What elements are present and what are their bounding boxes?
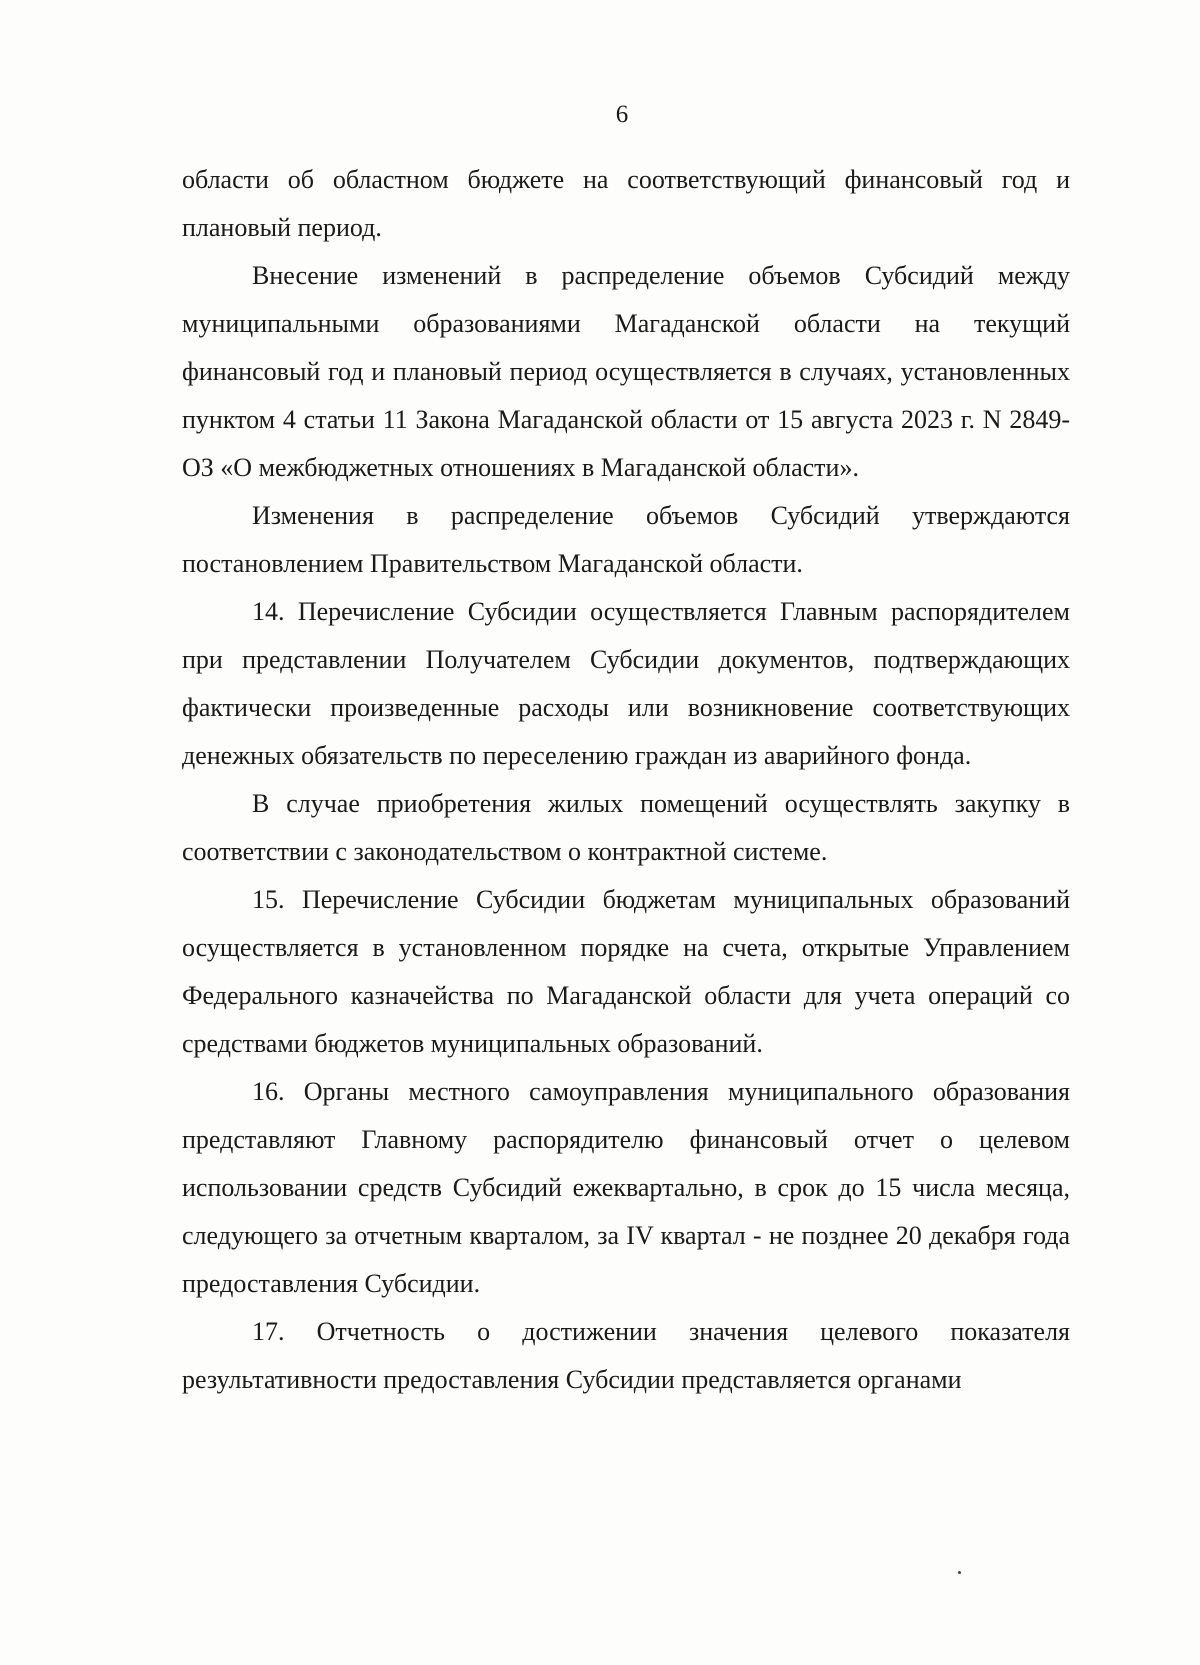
paragraph-budget-year: области об областном бюджете на соответствующий финансовый год и плановый период. [182,165,1070,242]
scan-speck [958,1571,961,1574]
paragraph-item-14: 14. Перечисление Субсидии осуществляется Главным распорядителем при представлении Получателем Субсидии документов, подтверждающих фактически произведенные расходы или возникновение соответствующих денежных обязательств по переселению граждан из аварийного фонда. [182,597,1070,770]
paragraph-changes-approval: Изменения в распределение объемов Субсидий утверждаются постановлением Правительством Магаданской области. [182,501,1070,578]
paragraph-item-15: 15. Перечисление Субсидии бюджетам муниципальных образований осуществляется в установленном порядке на счета, открытые Управлением Федерального казначейства по Магаданской области для учета операций со средствами бюджетов муниципальных образований. [182,885,1070,1058]
paragraph-item-16: 16. Органы местного самоуправления муниципального образования представляют Главному распорядителю финансовый отчет о целевом использовании средств Субсидий ежеквартально, в срок до 15 числа месяца, следующего за отчетным кварталом, за IV квартал - не позднее 20 декабря года предоставления Субсидии. [182,1077,1070,1298]
paragraph-item-17: 17. Отчетность о достижении значения целевого показателя результативности предоставления Субсидии представляется органами [182,1317,1070,1394]
page-number: 6 [615,101,629,128]
paragraph-subsidy-changes: Внесение изменений в распределение объемов Субсидий между муниципальными образованиями Магаданской области на текущий финансовый год и плановый период осуществляется в случаях, установленных пунктом 4 статьи 11 Закона Магаданской области от 15 августа 2023 г. N 2849-ОЗ «О межбюджетных отношениях в Магаданской области». [182,261,1070,482]
paragraph-procurement: В случае приобретения жилых помещений осуществлять закупку в соответствии с законодательством о контрактной системе. [182,789,1070,866]
document-body [182,156,1070,1404]
